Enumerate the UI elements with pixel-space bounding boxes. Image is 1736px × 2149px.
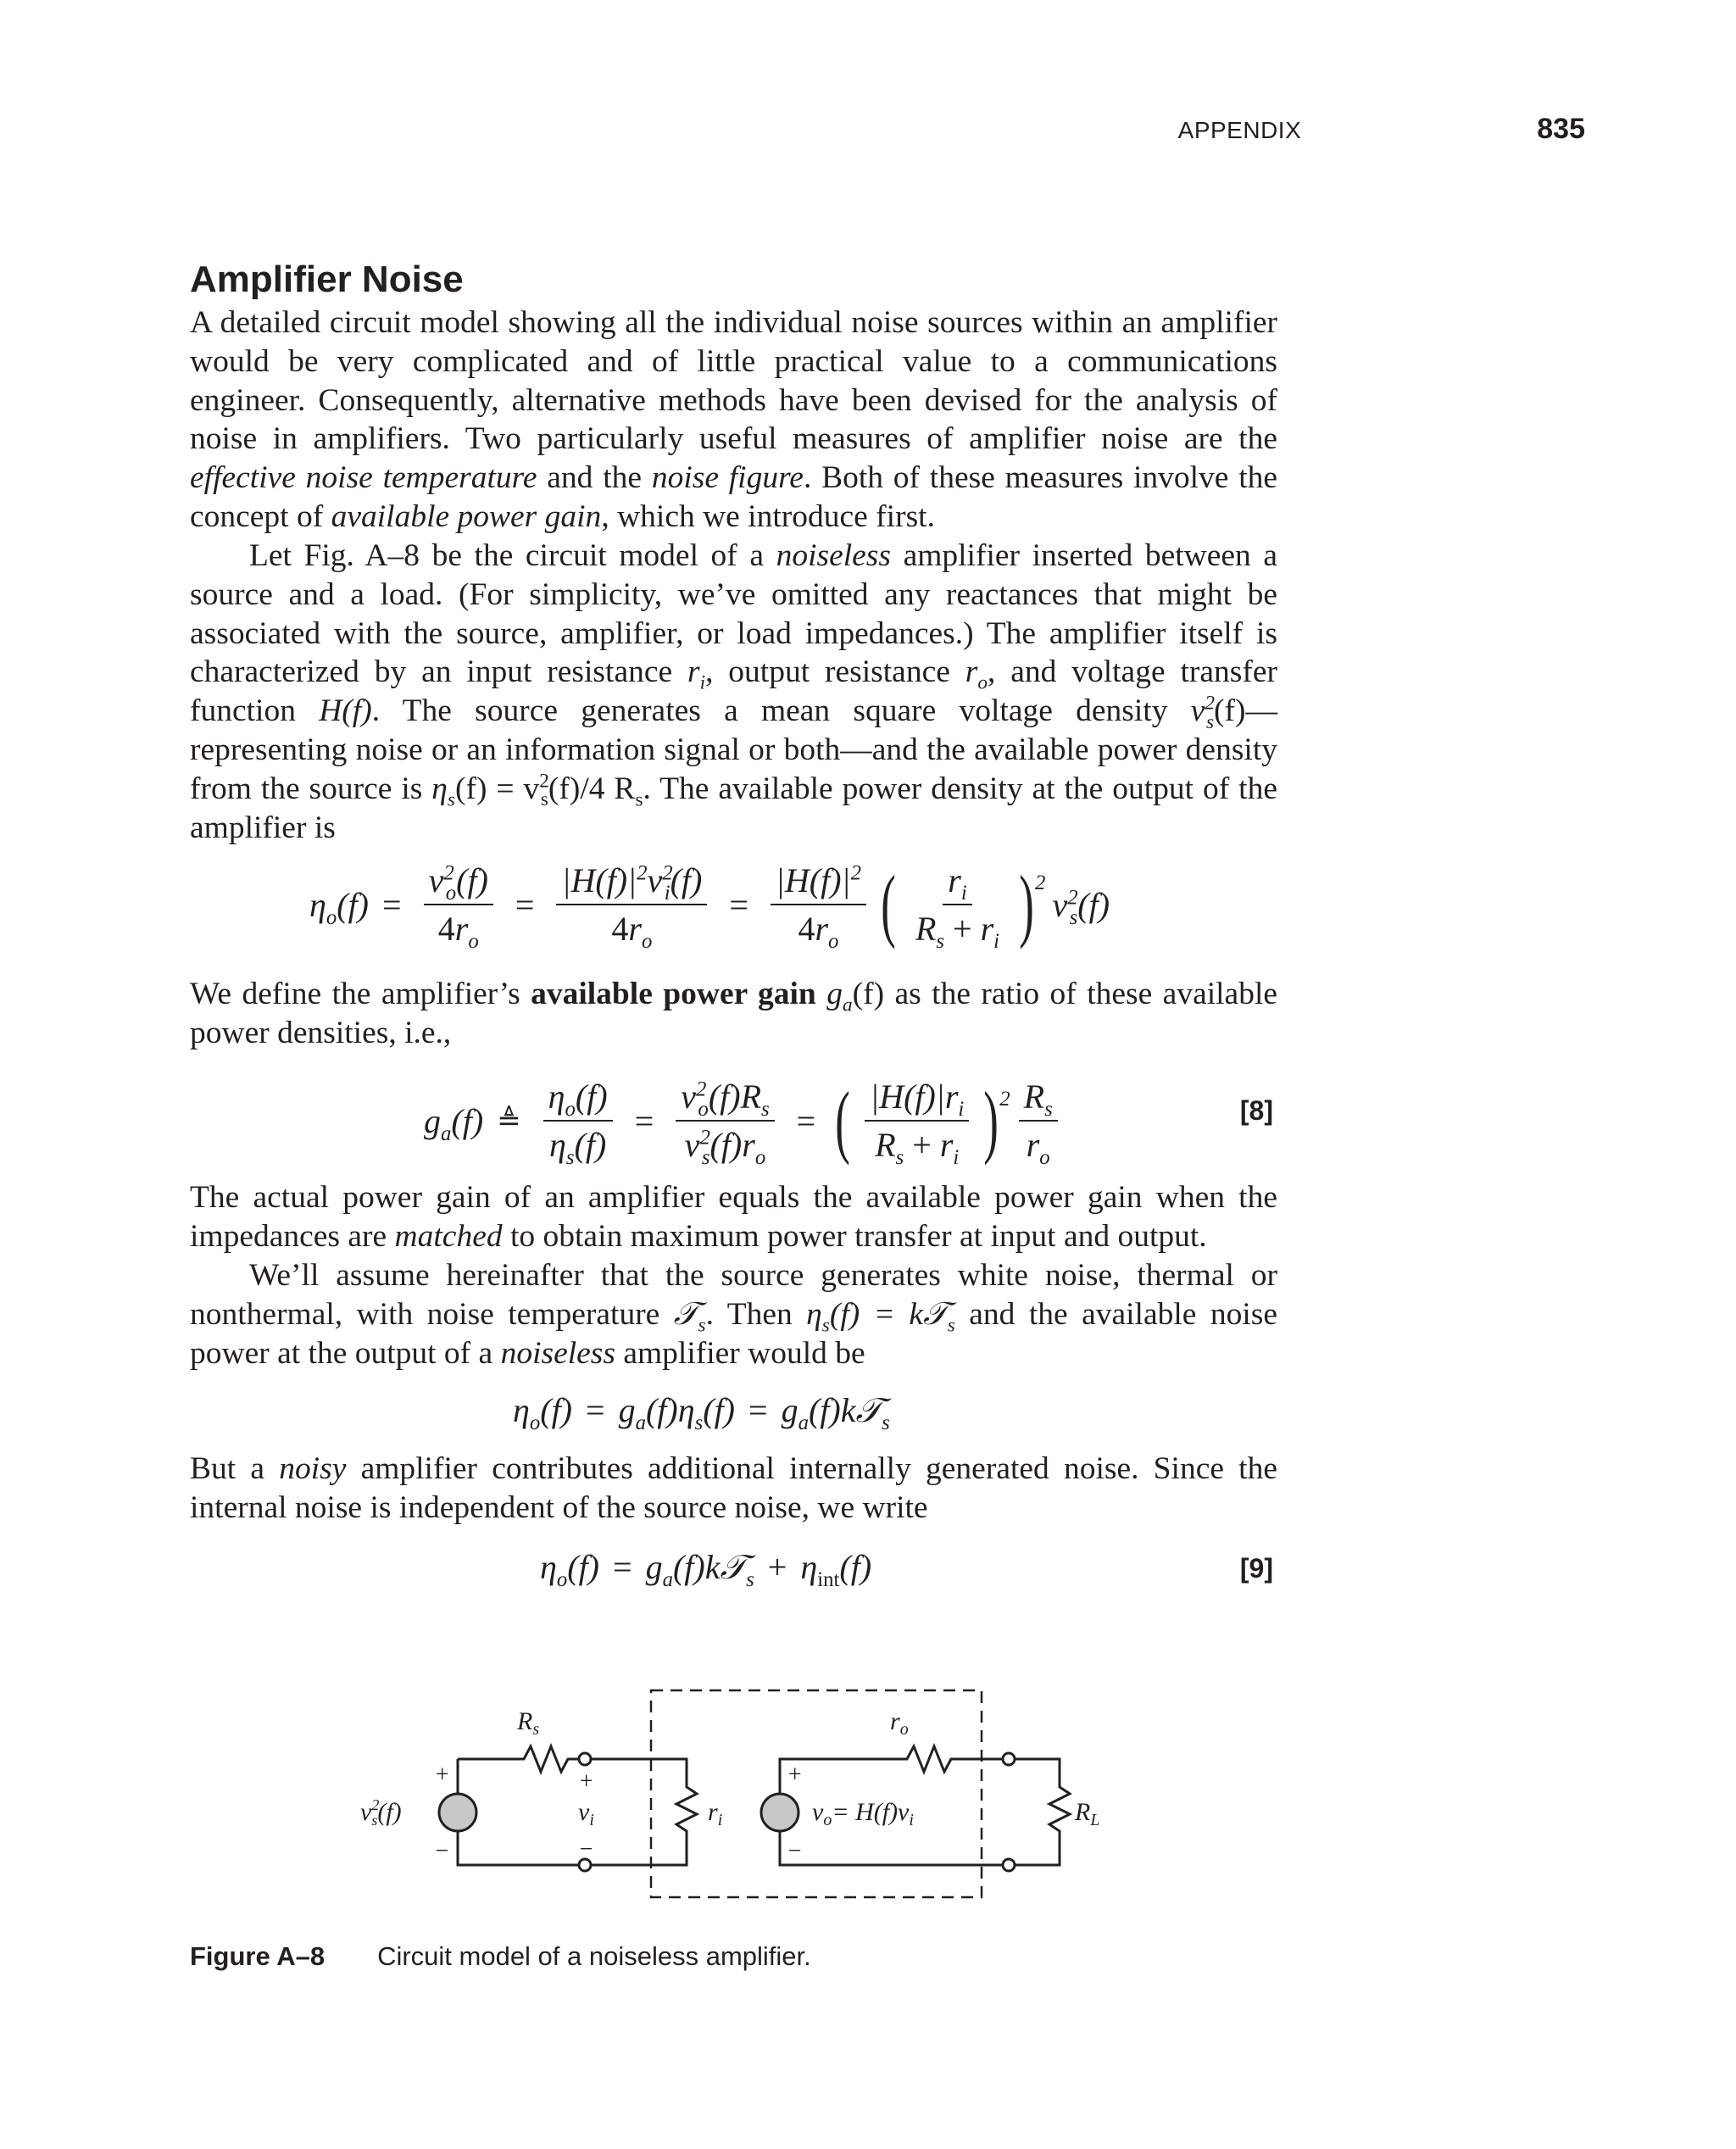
label-ri: $r_i$ <box>708 1798 723 1829</box>
text: , which we introduce first. <box>601 498 935 534</box>
text: (f)/4 R <box>548 771 636 806</box>
text: (f) = k <box>829 1296 924 1332</box>
text: (f) as the ratio of these available power densities, i.e., <box>190 977 1278 1050</box>
text: Let Fig. A–8 be the circuit model of a <box>249 538 776 573</box>
label-Rs: $R_s$ <box>517 1707 540 1739</box>
circuit-diagram <box>339 1679 1153 1916</box>
text: amplifier would be <box>615 1335 865 1371</box>
label-vi: $v_i$ <box>578 1798 594 1829</box>
text: and the <box>537 460 652 496</box>
equation-number-8: [8] <box>1239 1095 1273 1126</box>
paragraph-4 <box>190 1178 1277 1256</box>
running-head <box>1178 113 1585 146</box>
label-RL: $R_L$ <box>1075 1798 1100 1829</box>
equation-eta-o: $\eta_o(f)$ = $\frac{v^2_o(f)}{4r_o}$ = $\frac{|H(f)|^2v^2_i(f)}{4r_o}$ = $\frac{|H(f)|^2}{4r_o}$ ( $\frac{r_i}{R_s + r_i}$ ) 2 $v^2_s(f)$ <box>309 859 1110 953</box>
symbol-eta-s: $\eta_s$ <box>431 771 455 811</box>
paragraph-6 <box>190 1450 1277 1528</box>
text: (f) = v <box>454 771 540 806</box>
text: But a <box>190 1451 280 1486</box>
text: We define the amplifier’s <box>190 977 531 1011</box>
text: . Then <box>705 1296 807 1332</box>
label-ro: $r_o$ <box>890 1707 909 1739</box>
equation-8: $g_a(f)$ ≜ $\frac{\eta_o(f)}{\eta_s(f)}$ = $\frac{v^2_o(f)R_s}{v^2_s(f)r_o}$ = ( $\frac{|H(f)|r_i}{R_s + r_i}$ ) 2 $\frac{R_s}{r_o}$ <box>424 1077 1066 1165</box>
text: to obtain maximum power transfer at input and output. <box>502 1218 1207 1254</box>
symbol-ga: $g_a$ <box>826 977 853 1016</box>
term-noise-figure: noise figure <box>651 460 804 496</box>
symbol-hf: H(f) <box>319 693 372 729</box>
symbol-Ts: 𝒯$_s$ <box>673 1296 706 1337</box>
text: . Both of these measures involve the concept of <box>190 460 1278 534</box>
text: The actual power gain of an amplifier equals the available power gain when the impedances are <box>190 1180 1277 1254</box>
symbol-ro: $r_o$ <box>965 654 988 694</box>
section-heading: Amplifier Noise <box>190 258 464 300</box>
paragraph-3 <box>190 975 1277 1053</box>
paragraph-5: We’ll assume hereinafter that the source generates white noise, thermal or nonthermal, with noise temperature 𝒯$_s$. Then $\eta_s(f)$ = k𝒯$_s$ and the available noise power at the output of a noiseless amplifier would be <box>190 1258 1278 1371</box>
term-matched: matched <box>394 1218 503 1254</box>
svg-text:−: − <box>578 1836 594 1862</box>
text: , and voltage transfer function <box>190 654 1277 729</box>
svg-text:+: + <box>578 1768 594 1795</box>
svg-text:−: − <box>434 1838 450 1864</box>
text: (f)—representing noise or an information signal or both—and the available power density from the source is <box>190 693 1277 806</box>
text: , output resistance <box>705 654 965 690</box>
paragraph-2: Let Fig. A–8 be the circuit model of a noiseless amplifier inserted between a source and a load. (For simplicity, we’ve omitted any reactances that might be associated with the source, amplifier, or load impedances.) The amplifier itself is characterized by an input resistance $r_i$, output resistance $r_o$, and voltage transfer function H(f). The source generates a mean square voltage density $v^2_s(f)—representing$ noise or an information signal or both—and the available power density from the source is $\eta_s(f) = v^2_s(f)/4$ $R_s$. The available power density at the output of the amplifier is <box>190 538 1277 845</box>
svg-text:−: − <box>787 1838 803 1864</box>
figure-label: Figure A–8 <box>190 1941 326 1971</box>
svg-text:+: + <box>787 1762 803 1788</box>
text: and the available noise power at the output of a <box>190 1296 1278 1371</box>
text: . The source generates a mean square voltage density <box>371 693 1191 729</box>
text: . The available power density at the output of the amplifier is <box>190 771 1277 845</box>
term-effective-noise-temperature: effective noise temperature <box>190 460 537 496</box>
running-head-section: APPENDIX <box>1177 117 1302 143</box>
term-noiseless: noiseless <box>500 1335 615 1371</box>
equation-9: $\eta_o(f)$ = $g_a(f)k𝒯_s$ + $\eta_{int}(f)$ <box>540 1548 872 1591</box>
term-noisy: noisy <box>279 1451 347 1486</box>
label-vo: $v_o= H(f)v_i$ <box>812 1798 914 1829</box>
figure-caption <box>190 1941 811 1972</box>
term-available-power-gain-bold: available power gain <box>531 977 816 1011</box>
figure-caption-text: Circuit model of a noiseless amplifier. <box>377 1941 811 1971</box>
text: We’ll assume hereinafter that the source generates white noise, thermal or nonthermal, with noise temperature <box>190 1258 1277 1332</box>
symbol-vs2: $v^2_s$ <box>1190 692 1215 733</box>
equation-number-9: [9] <box>1239 1553 1273 1584</box>
text: A detailed circuit model showing all the individual noise sources within an amplifier would be very complicated and of little practical value to a communications engineer. Consequently, alternative methods have been devised for the analysis of noise in amplifiers. Two particularly useful measures of amplifier noise are the <box>190 305 1277 457</box>
paragraph-1 <box>190 303 1277 537</box>
symbol-ri: $r_i$ <box>687 654 706 694</box>
svg-text:+: + <box>434 1762 450 1788</box>
term-available-power-gain: available power gain <box>331 498 602 534</box>
equation-eta-o-white: $\eta_o(f)$ = $g_a(f)\eta_s(f)$ = $g_a(f)k𝒯_s$ <box>513 1391 890 1434</box>
text: amplifier contributes additional internally generated noise. Since the internal noise is independent of the source noise, we write <box>190 1451 1277 1525</box>
term-noiseless: noiseless <box>776 538 891 573</box>
label-source: $v^2$ s(f) <box>360 1796 402 1829</box>
text: amplifier inserted between a source and a load. (For simplicity, we’ve omitted any reactances that might be associated with the source, amplifier, or load impedances.) The amplifier itself is characterized by an input resistance <box>190 538 1277 690</box>
page-number: 835 <box>1537 113 1585 145</box>
